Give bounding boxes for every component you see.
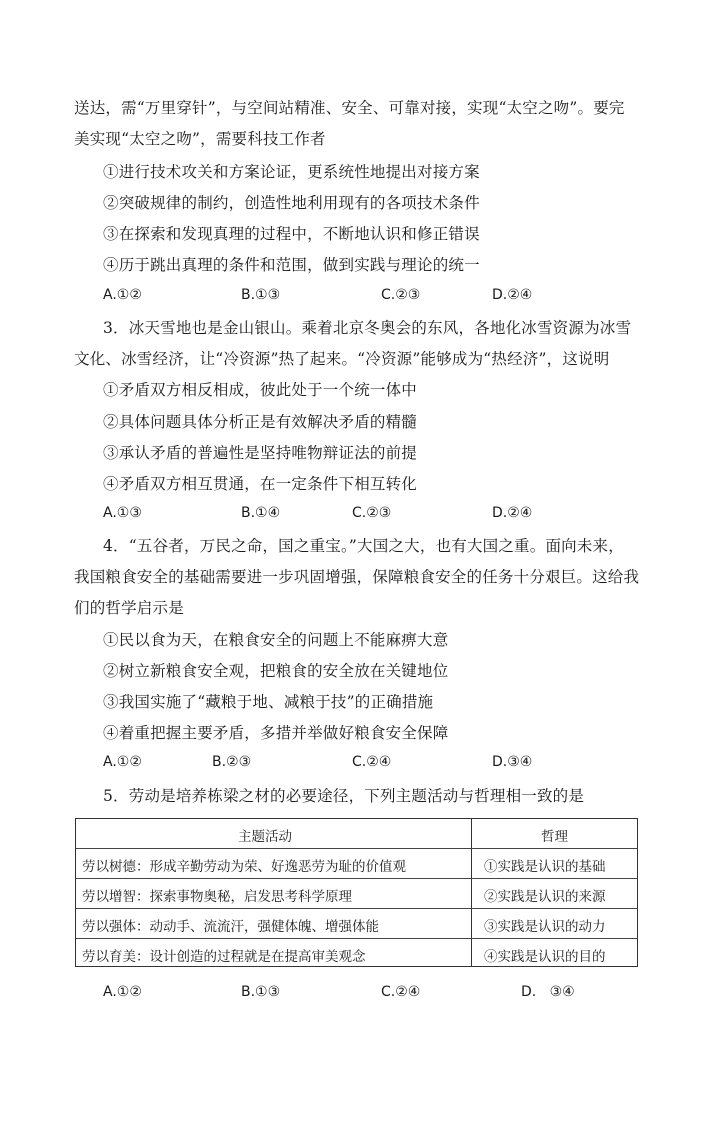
q4-statement-4: ④着重把握主要矛盾，多措并举做好粮食安全保障 xyxy=(103,724,449,742)
q5-option-d[interactable]: D. ③④ xyxy=(521,984,575,1000)
q5-option-b[interactable]: B.①③ xyxy=(241,984,281,1000)
q2-option-a[interactable]: A.①② xyxy=(103,287,142,303)
q3-option-c[interactable]: C.②③ xyxy=(352,505,392,521)
table-row-2-activity: 劳以增智：探索事物奥秘，启发思考科学原理 xyxy=(82,889,352,905)
q2-text-line-2: 美实现“太空之吻”，需要科技工作者 xyxy=(74,130,326,148)
table-header-philosophy: 哲理 xyxy=(541,829,568,845)
q5-option-a[interactable]: A.①② xyxy=(103,984,142,1000)
q2-text-line-1: 送达，需“万里穿针”，与空间站精准、安全、可靠对接，实现“太空之吻”。要完 xyxy=(74,99,625,117)
table-row-3-activity: 劳以强体：动动手、流流汗，强健体魄、增强体能 xyxy=(82,919,379,935)
table-header-activity: 主题活动 xyxy=(238,829,292,845)
q2-statement-4: ④历于跳出真理的条件和范围，做到实践与理论的统一 xyxy=(103,256,480,274)
q4-statement-3: ③我国实施了“藏粮于地、减粮于技”的正确措施 xyxy=(103,693,434,711)
q4-text-line-3: 们的哲学启示是 xyxy=(74,599,184,617)
table-row-4-philosophy: ④实践是认识的目的 xyxy=(484,949,606,965)
table-row-2-philosophy: ②实践是认识的来源 xyxy=(484,889,606,905)
q5-option-c[interactable]: C.②④ xyxy=(381,984,421,1000)
q2-statement-3: ③在探索和发现真理的过程中，不断地认识和修正错误 xyxy=(103,225,480,243)
table-row-4-activity: 劳以育美：设计创造的过程就是在提高审美观念 xyxy=(82,949,366,965)
q3-option-b[interactable]: B.①④ xyxy=(241,505,281,521)
q3-statement-2: ②具体问题具体分析正是有效解决矛盾的精髓 xyxy=(103,413,418,431)
q4-option-b[interactable]: B.②③ xyxy=(212,754,252,770)
q3-text-line-1: 3．冰天雪地也是金山银山。乘着北京冬奥会的东风，各地化冰雪资源为冰雪 xyxy=(103,319,632,337)
q2-option-b[interactable]: B.①③ xyxy=(241,287,281,303)
q2-option-d[interactable]: D.②④ xyxy=(492,287,533,303)
q4-option-d[interactable]: D.③④ xyxy=(492,754,533,770)
q3-statement-1: ①矛盾双方相反相成，彼此处于一个统一体中 xyxy=(103,381,418,399)
table-row-divider xyxy=(76,938,637,939)
q4-option-c[interactable]: C.②④ xyxy=(352,754,392,770)
q3-option-d[interactable]: D.②④ xyxy=(492,505,533,521)
table-row-3-philosophy: ③实践是认识的动力 xyxy=(484,919,606,935)
table-column-divider xyxy=(471,819,472,966)
table-header-divider xyxy=(76,848,637,849)
q4-text-line-2: 我国粮食安全的基础需要进一步巩固增强，保障粮食安全的任务十分艰巨。这给我 xyxy=(74,568,640,586)
table-row-1-activity: 劳以树德：形成辛勤劳动为荣、好逸恶劳为耻的价值观 xyxy=(82,859,406,875)
q2-statement-1: ①进行技术攻关和方案论证，更系统性地提出对接方案 xyxy=(103,163,480,181)
table-row-1-philosophy: ①实践是认识的基础 xyxy=(484,859,606,875)
table-row-divider xyxy=(76,908,637,909)
q4-statement-2: ②树立新粮食安全观，把粮食的安全放在关键地位 xyxy=(103,662,449,680)
q2-statement-2: ②突破规律的制约，创造性地利用现有的各项技术条件 xyxy=(103,194,480,212)
q4-text-line-1: 4．“五谷者，万民之命，国之重宝。”大国之大，也有大国之重。面向未来， xyxy=(103,537,624,555)
table-row-divider xyxy=(76,878,637,879)
q5-text-line-1: 5．劳动是培养栋梁之材的必要途径，下列主题活动与哲理相一致的是 xyxy=(103,787,585,805)
q2-option-c[interactable]: C.②③ xyxy=(381,287,421,303)
q3-option-a[interactable]: A.①③ xyxy=(103,505,142,521)
q4-option-a[interactable]: A.①② xyxy=(103,754,142,770)
q4-statement-1: ①民以食为天，在粮食安全的问题上不能麻痹大意 xyxy=(103,631,449,649)
q3-statement-3: ③承认矛盾的普遍性是坚持唯物辩证法的前提 xyxy=(103,444,418,462)
q3-statement-4: ④矛盾双方相互贯通，在一定条件下相互转化 xyxy=(103,475,418,493)
activity-philosophy-table xyxy=(75,818,638,967)
q3-text-line-2: 文化、冰雪经济，让“冷资源”热了起来。“冷资源”能够成为“热经济”，这说明 xyxy=(74,350,610,368)
